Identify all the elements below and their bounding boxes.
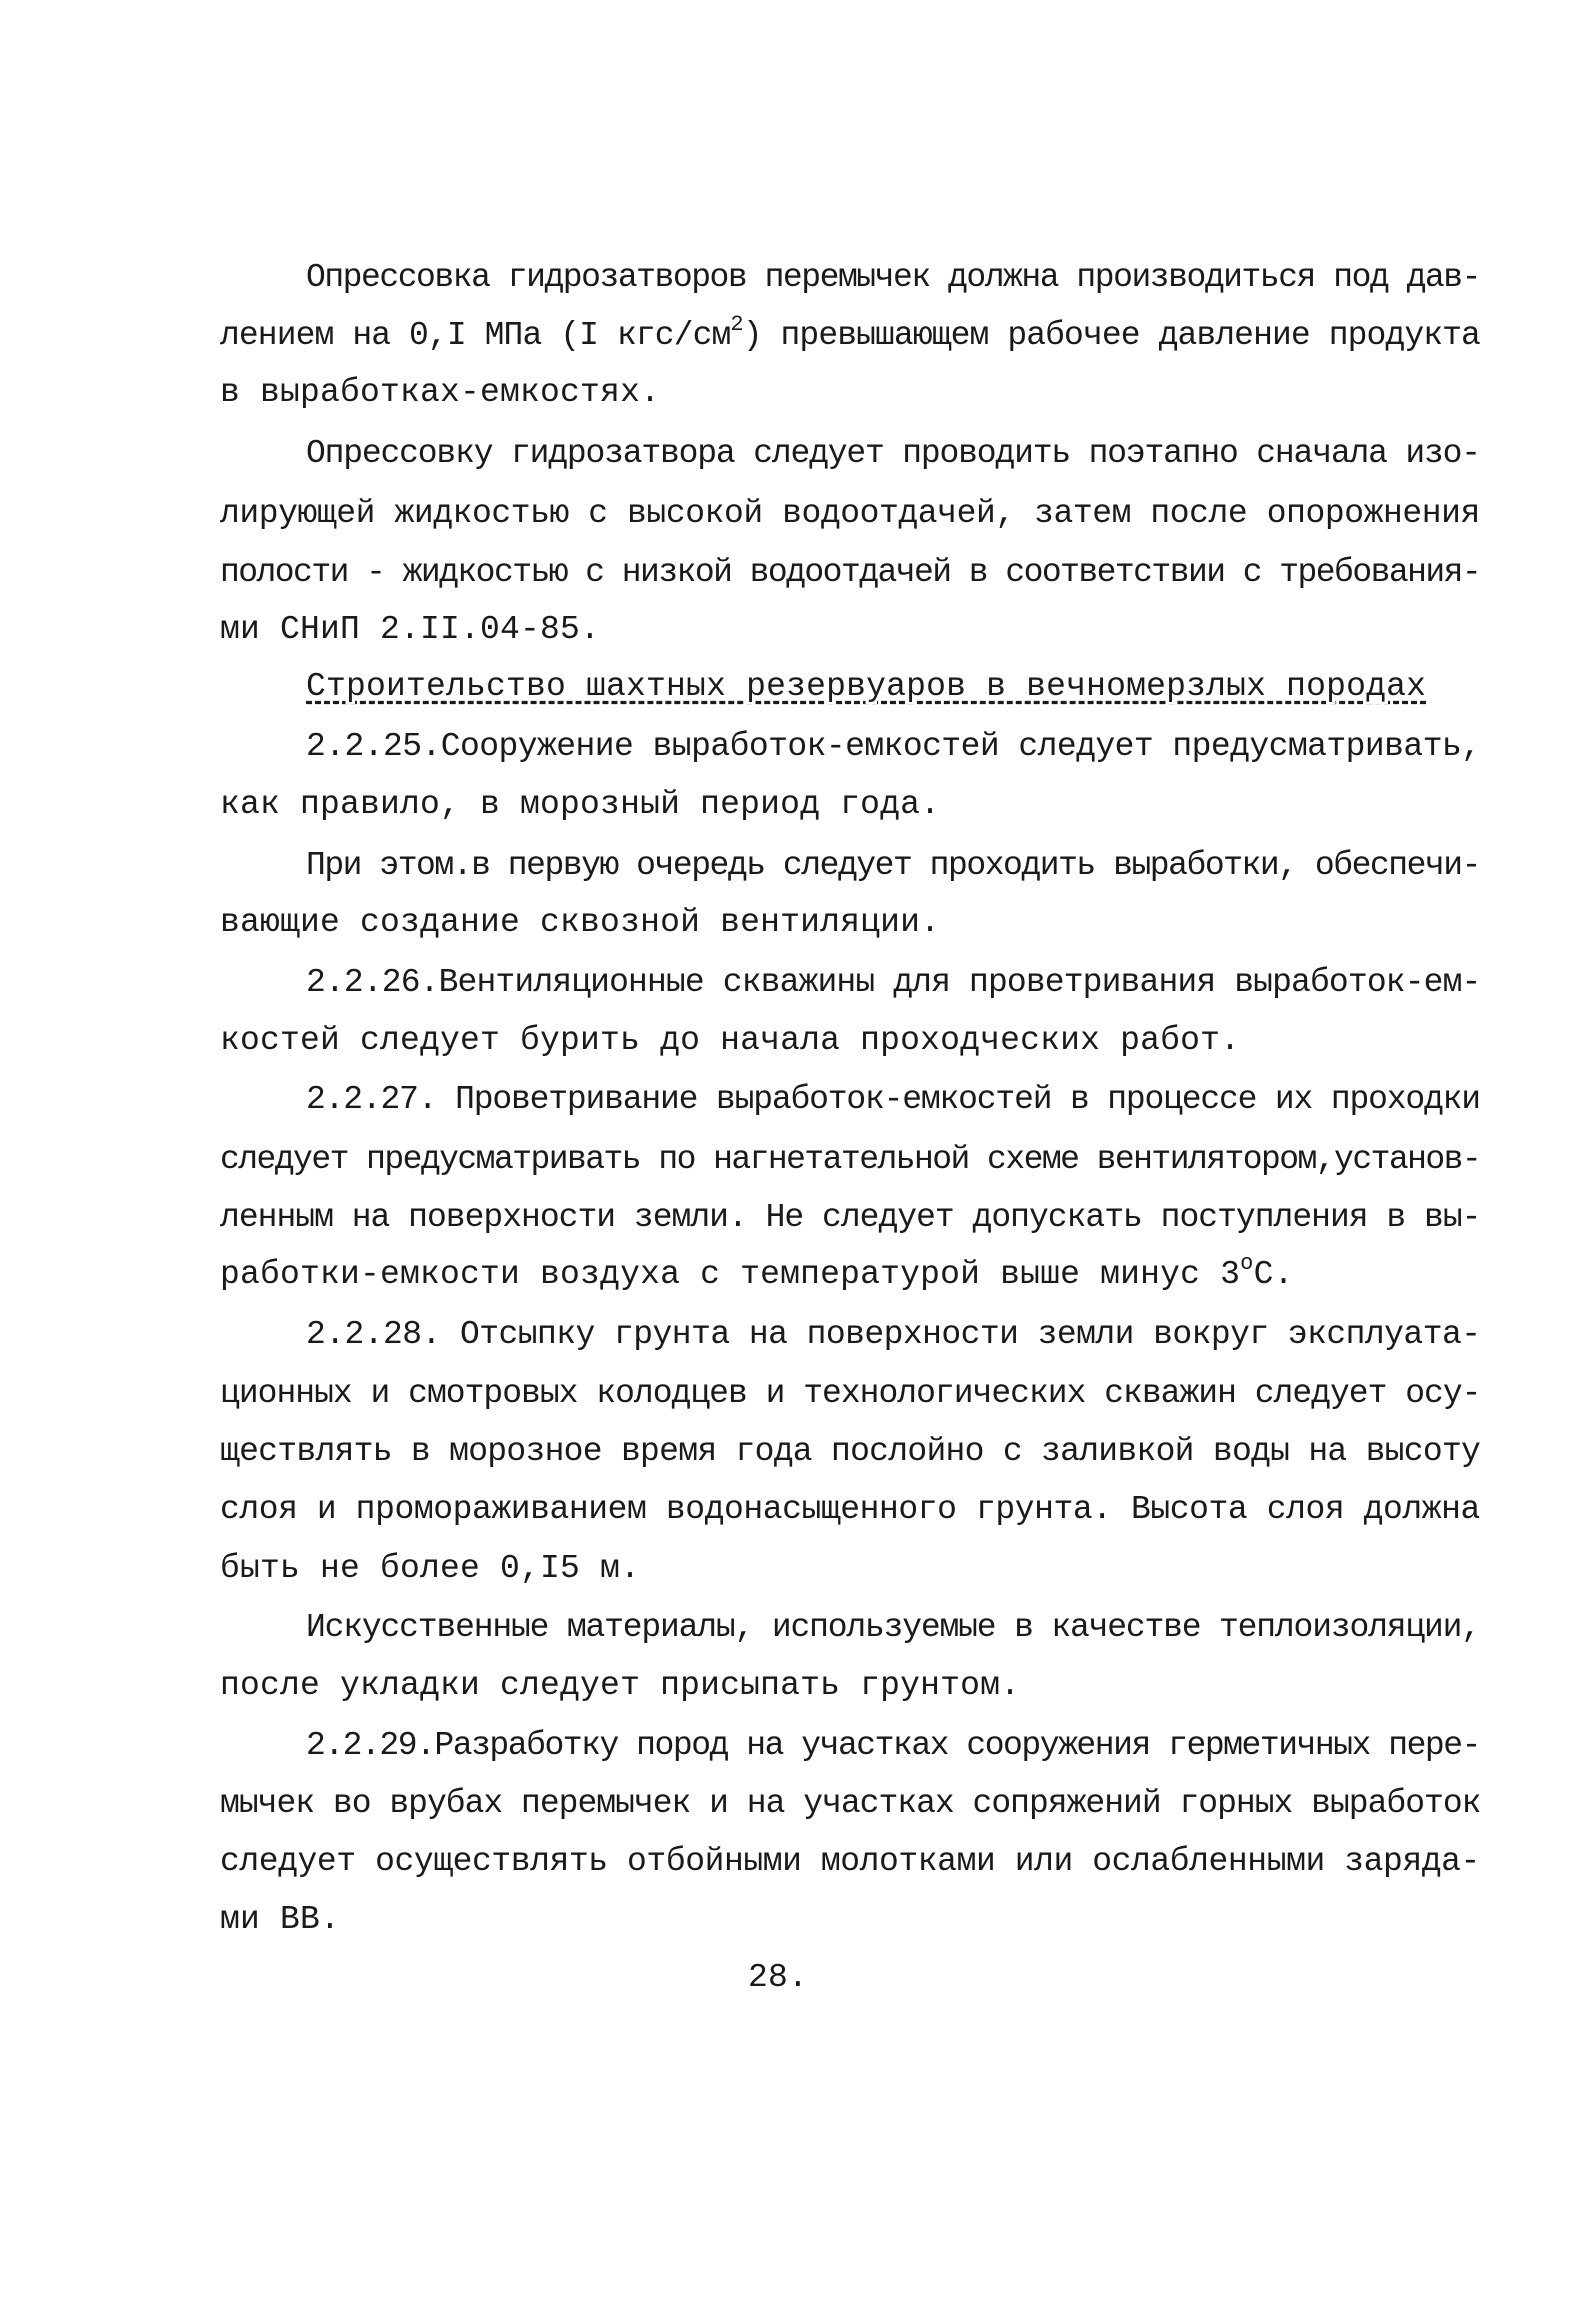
text-line: ми ВВ.	[220, 1901, 341, 1938]
text-line: 2.2.26.Вентиляционные скважины для проветривания выработок-ем-	[306, 964, 1481, 1001]
superscript: 2	[730, 312, 743, 337]
text-line: 2.2.29.Разработку пород на участках сооружения герметичных пере-	[306, 1727, 1480, 1764]
superscript: о	[1240, 1251, 1254, 1276]
text-line: следует предусматривать по нагнетательной схеме вентилятором,установ-	[220, 1141, 1481, 1178]
text-line: Опрессовка гидрозатворов перемычек должна производиться под дав-	[306, 259, 1480, 296]
text-line: ленным на поверхности земли. Не следует допускать поступления в вы-	[220, 1199, 1481, 1236]
text-line: как правило, в морозный период года.	[220, 786, 941, 823]
text-line: Искусственные материалы, используемые в качестве теплоизоляции,	[306, 1609, 1480, 1646]
text-line: после укладки следует присыпать грунтом.	[220, 1667, 1021, 1704]
text-line: вающие создание сквозной вентиляции.	[220, 904, 941, 941]
text-line: При этом.в первую очередь следует проходить выработки, обеспечи-	[306, 847, 1480, 884]
text-line: костей следует бурить до начала проходческих работ.	[220, 1022, 1241, 1059]
text-line: быть не более 0,I5 м.	[220, 1550, 641, 1587]
text-line: лирующей жидкостью с высокой водоотдачей, затем после опорожнения	[220, 495, 1480, 532]
text-line: Опрессовку гидрозатвора следует проводить поэтапно сначала изо-	[306, 435, 1480, 472]
text-line: работки-емкости воздуха с температурой выше минус $3^оС$.	[220, 1251, 1294, 1293]
text-line: 2.2.28. Отсыпку грунта на поверхности земли вокруг эксплуата-	[306, 1316, 1481, 1353]
text-line: 2.2.27. Проветривание выработок-емкостей в процессе их проходки	[306, 1081, 1480, 1118]
section-heading: Строительство шахтных резервуаров в вечномерзлых породах	[306, 668, 1427, 705]
text-line: в выработках-емкостях.	[220, 374, 661, 411]
text-line: следует осуществлять отбойными молотками или ослабленными заряда-	[220, 1843, 1480, 1880]
text-line: ционных и смотровых колодцев и технологических скважин следует осу-	[220, 1375, 1481, 1412]
text-line: мычек во врубах перемычек и на участках сопряжений горных выработок	[220, 1785, 1481, 1822]
text-line: ми СНиП 2.II.04-85.	[220, 611, 601, 648]
text-line: ществлять в морозное время года послойно с заливкой воды на высоту	[220, 1433, 1481, 1470]
text-line: слоя и промораживанием водонасыщенного грунта. Высота слоя должна	[220, 1491, 1480, 1528]
text-line: полости - жидкостью с низкой водоотдачей в соответствии с требования-	[220, 554, 1481, 591]
text-line: 2.2.25.Сооружение выработок-емкостей следует предусматривать,	[306, 728, 1481, 765]
page-number: 28.	[748, 1959, 809, 1996]
text-line: лением на 0,I МПа (I кгс/$см^2$) превышающем рабочее давление продукта	[220, 312, 1480, 354]
